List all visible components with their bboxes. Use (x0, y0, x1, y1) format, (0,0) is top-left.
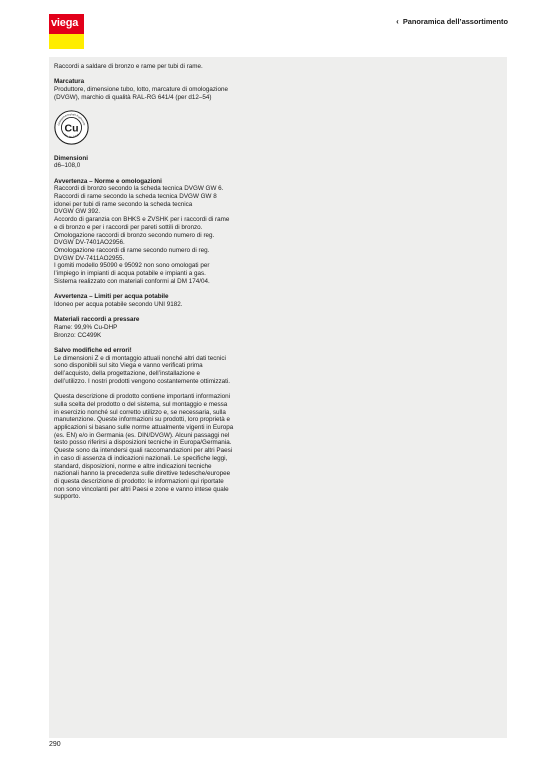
seal-bottom-text: RAL RG 641/4 (63, 132, 80, 139)
text-line: Sistema realizzato con materiali conformi al DM 174/04. (54, 277, 210, 285)
standards-lines (54, 185, 294, 285)
text-line: Queste sono da intendersi quali raccomandazioni per altri Paesi (54, 447, 233, 455)
text-line: Questa descrizione di prodotto contiene importanti informazioni (54, 393, 231, 401)
text-line: supporto. (54, 493, 81, 501)
breadcrumb-link[interactable] (396, 17, 508, 26)
seal-top-text: Gütegemeinschaft Kupferrohr (57, 112, 86, 126)
chevron-left-icon: ‹ (396, 16, 399, 26)
page-number: 290 (49, 741, 61, 748)
intro-text: Raccordi a saldare di bronzo e rame per tubi di rame. (54, 63, 203, 70)
text-line: DVGW GW 392. (54, 208, 101, 216)
text-line: sono disponibili sul sito Viega e vanno verificati prima (54, 362, 203, 370)
logo-text: viega (51, 17, 79, 29)
text-line: DVGW DV-7411AO2955. (54, 254, 125, 262)
marking-heading: Marcatura (54, 78, 85, 86)
dimensions-heading: Dimensioni (54, 154, 88, 162)
text-line: testo posso riferirsi a disposizioni tecniche in Europa/Germania. (54, 439, 232, 447)
text-line: sulla scelta del prodotto o del sistema, sul montaggio e messa (54, 400, 228, 408)
materials-lines (54, 324, 294, 339)
text-line: Raccordi di rame secondo la scheda tecnica DVGW GW 8 (54, 193, 217, 200)
text-line: (es. EN) e/o in Germania (es. DIN/DVGW). Alcuni passaggi nel (54, 431, 230, 439)
marking-lines (54, 86, 294, 101)
standards-heading: Avvertenza – Norme e omologazioni (54, 177, 162, 185)
ral-quality-seal-icon (54, 110, 89, 145)
limits-heading: Avvertenza – Limiti per acqua potabile (54, 293, 169, 301)
text-line: Rame: 99,9% Cu-DHP (54, 323, 118, 331)
text-line: (DVGW), marchio di qualità RAL-RG 641/4 (per d12–54) (54, 93, 212, 101)
text-line: Bronzo: CC499K (54, 331, 102, 339)
dimensions-value: d6–108,0 (54, 162, 81, 170)
changes-lines (54, 355, 294, 386)
seal-center-text: Cu (64, 121, 79, 134)
text-line: in esercizio nonché sul corretto utilizzo e, se necessaria, sulla (54, 408, 226, 416)
text-line: idonei per tubi di rame secondo la scheda tecnica (54, 200, 193, 208)
text-line: nazionali hanno la precedenza sulle direttive tedesche/europee (54, 470, 231, 478)
text-line: in caso di assenza di indicazioni nazionali. Le specifiche leggi, (54, 454, 228, 462)
text-line: dell’utilizzo. I nostri prodotti vengono costantemente ottimizzati. (54, 377, 231, 385)
viega-logo (49, 14, 84, 49)
changes-heading: Salvo modifiche ed errori! (54, 347, 132, 355)
text-line: applicazioni si basano sulle norme attualmente vigenti in Europa (54, 424, 234, 432)
text-line: DVGW DV-7401AO2956. (54, 239, 125, 247)
text-line: l’impiego in impianti di acqua potabile e impianti a gas. (54, 270, 206, 278)
materials-heading: Materiali raccordi a pressare (54, 316, 140, 324)
text-line: Le dimensioni Z e di montaggio attuali nonché altri dati tecnici (54, 354, 226, 362)
text-line: Accordo di garanzia con BHKS e ZVSHK per i raccordi di rame (54, 216, 230, 224)
text-line: Produttore, dimensione tubo, lotto, marcature di omologazione (54, 86, 228, 94)
text-line: di questa descrizione di prodotto: le informazioni qui riportate (54, 477, 224, 485)
text-line: Omologazione raccordi di rame secondo numero di reg. (54, 246, 210, 254)
breadcrumb-label: Panoramica dell’assortimento (402, 17, 508, 26)
text-line: standard, disposizioni, norme e altre indicazioni tecniche (54, 462, 212, 470)
text-line: Omologazione raccordi di bronzo secondo numero di reg. (54, 231, 215, 239)
text-line: manutenzione. Queste informazioni su prodotti, loro proprietà e (54, 416, 231, 424)
disclaimer-lines (54, 393, 294, 501)
text-line: I gomiti modello 95090 e 95092 non sono omologati per (54, 262, 210, 270)
logo-yellow-block (49, 34, 84, 49)
limits-value: Idoneo per acqua potabile secondo UNI 9182. (54, 300, 183, 308)
text-line: dell’acquisto, della progettazione, dell’installazione e (54, 370, 200, 378)
text-line: e di bronzo e per i raccordi per pareti sottili di bronzo. (54, 223, 203, 231)
product-description (54, 63, 294, 501)
text-line: Raccordi di bronzo secondo la scheda tecnica DVGW GW 6. (54, 185, 224, 193)
text-line: non sono vincolanti per altri Paesi e zone e vanno intese quale (54, 485, 229, 493)
